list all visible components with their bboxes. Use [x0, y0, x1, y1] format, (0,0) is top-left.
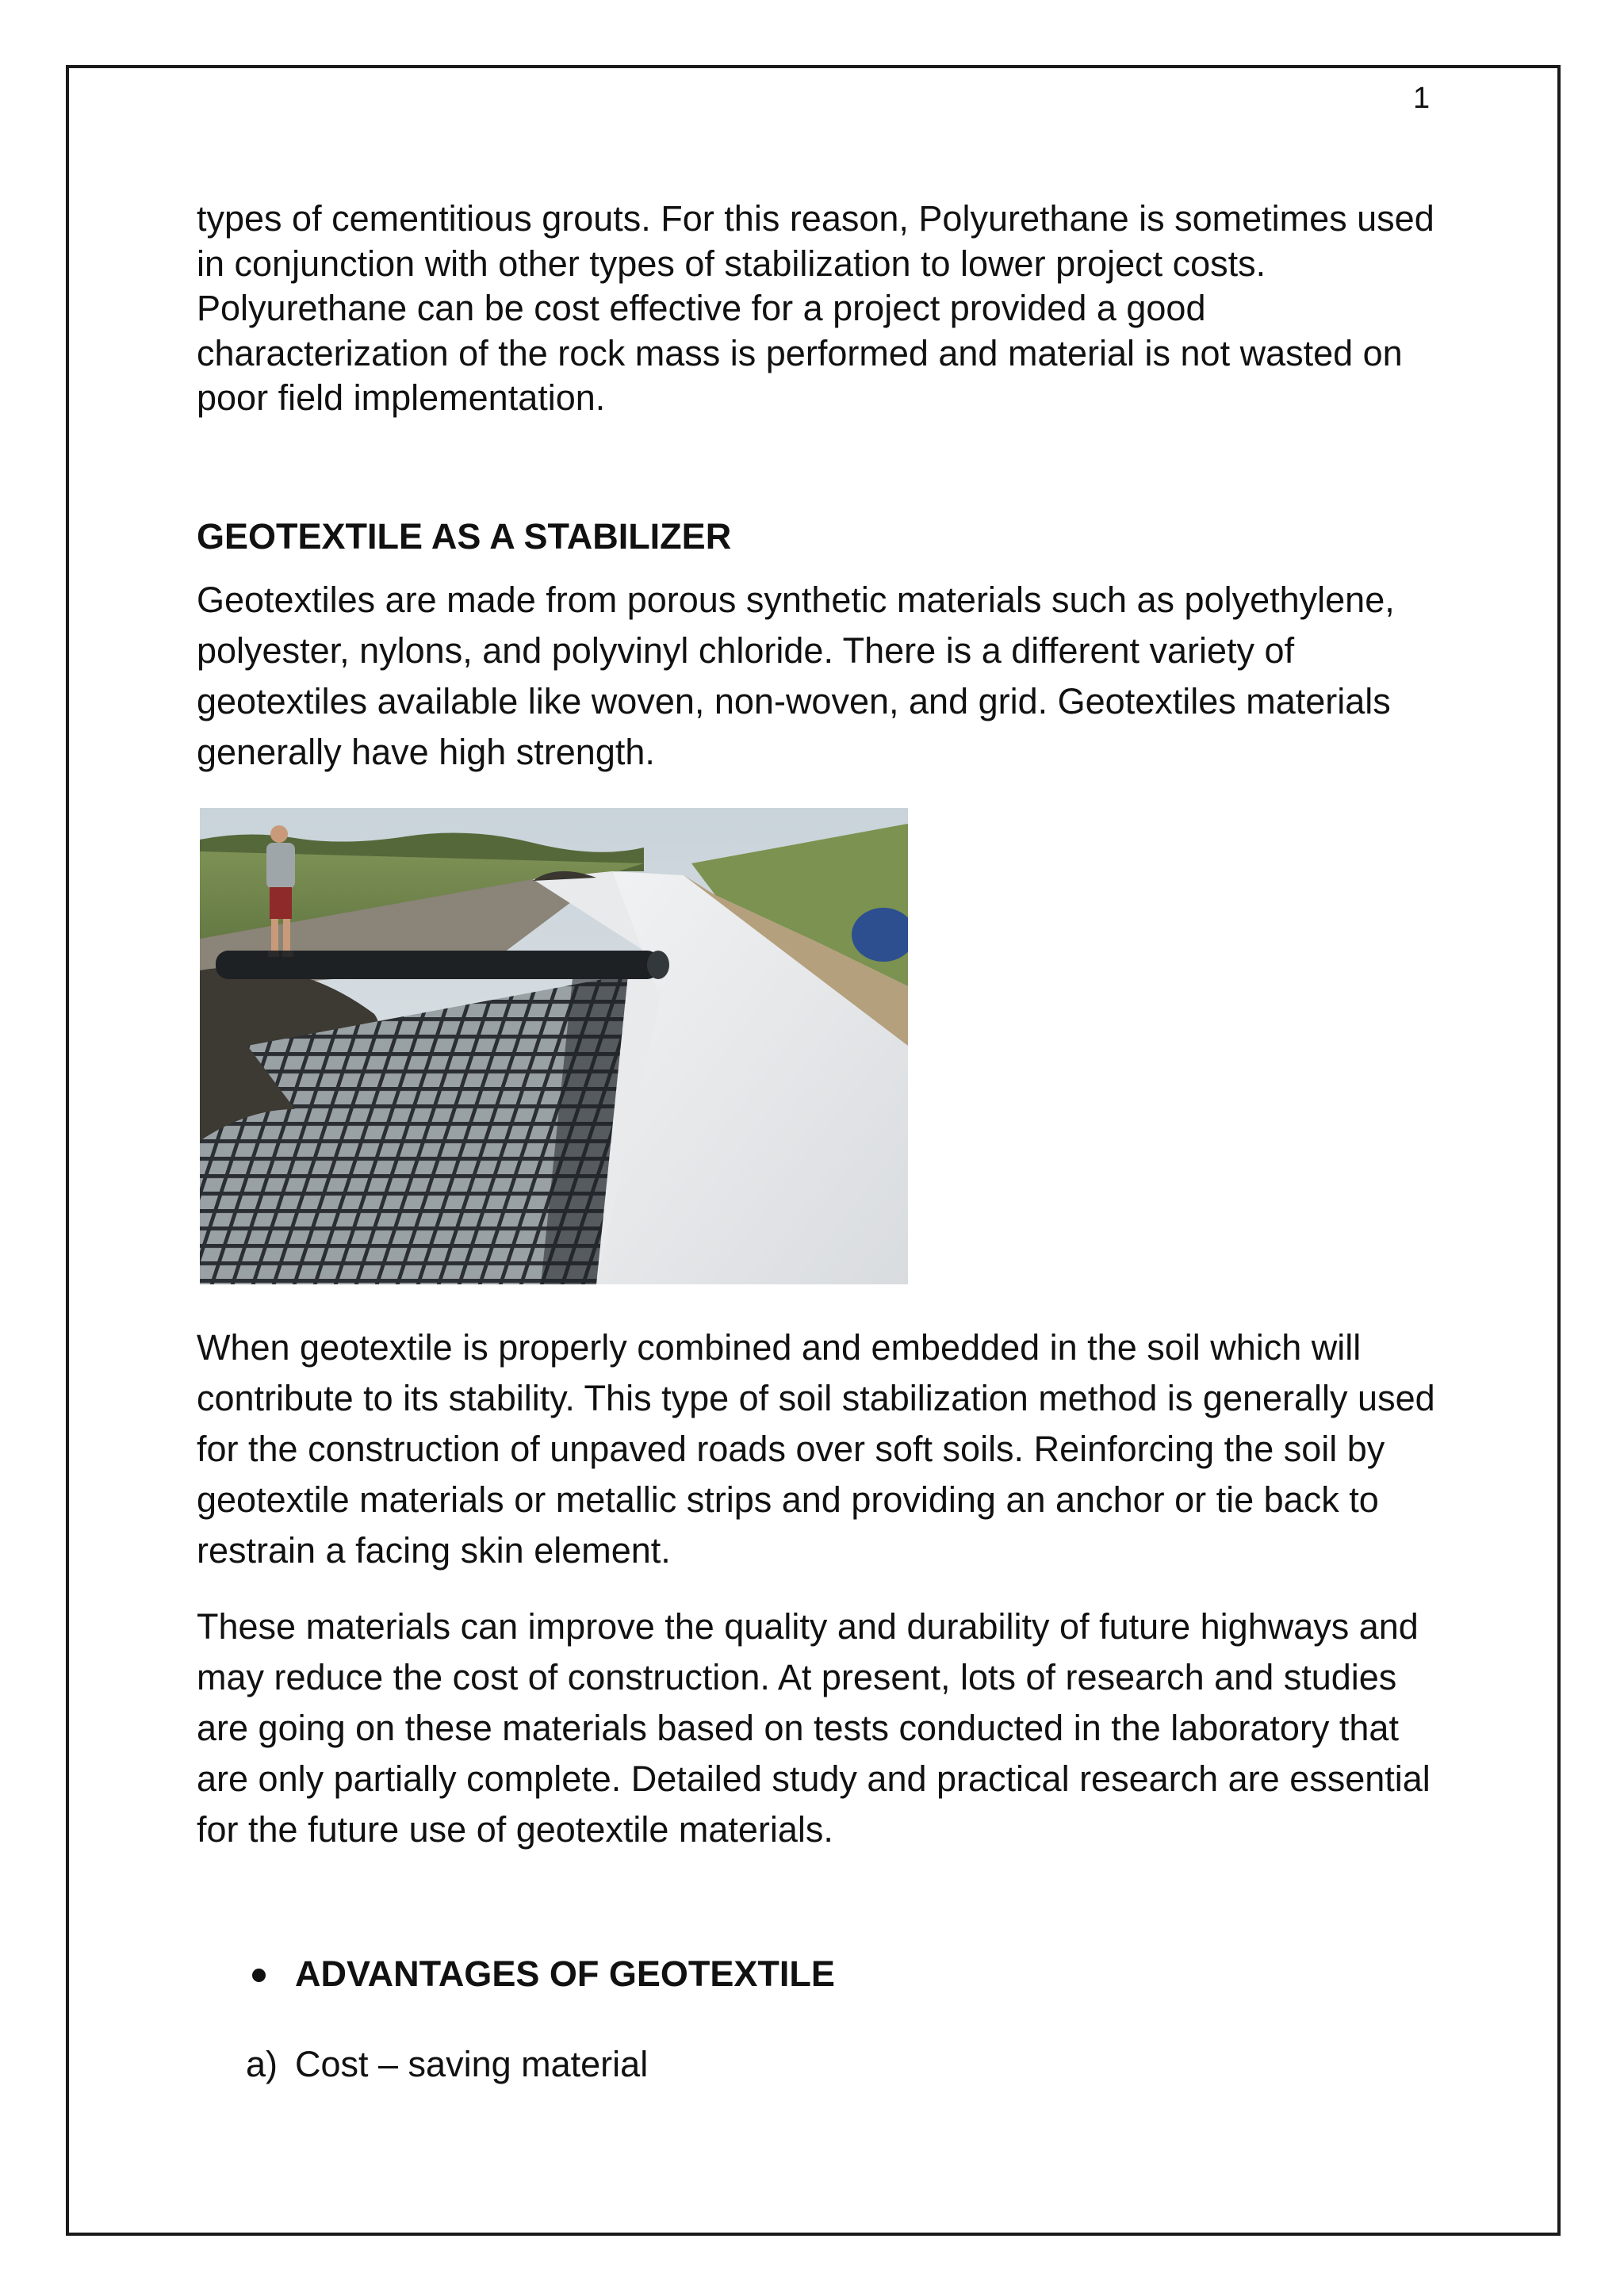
section-paragraph-3: These materials can improve the quality and durability of future highways and may reduce the cost of construction. At present, lots of research and studies are going on these materials based on tests conducted in the laboratory that are only partially complete. Detailed study and practical research are essential for the future use of geotextile materials.	[197, 1605, 1431, 1850]
list-item	[197, 2042, 1457, 2087]
section-paragraph-1: Geotextiles are made from porous synthetic materials such as polyethylene, polyester, nylons, and polyvinyl chloride. There is a different variety of geotextiles available like woven, non-woven, and grid. Geotextiles materials generally have high strength.	[197, 579, 1395, 772]
page-content	[197, 197, 1457, 2087]
geotextile-photo	[200, 808, 908, 1284]
advantages-heading	[197, 1952, 1457, 1996]
intro-paragraph: types of cementitious grouts. For this reason, Polyurethane is sometimes used in conjunction with other types of stabilization to lower project costs. Polyurethane can be cost effective for a project provided a good characterization of the rock mass is performed and material is not wasted on poor field implementation.	[197, 198, 1434, 418]
section-paragraph-2: When geotextile is properly combined and embedded in the soil which will contribute to its stability. This type of soil stabilization method is generally used for the construction of unpaved roads over soft soils. Reinforcing the soil by geotextile materials or metallic strips and providing an anchor or tie back to restrain a facing skin element.	[197, 1326, 1435, 1571]
section-heading: GEOTEXTILE AS A STABILIZER	[197, 515, 732, 557]
bullet-icon	[252, 1969, 266, 1982]
list-item-marker: a)	[246, 2043, 278, 2084]
list-item-text: Cost – saving material	[295, 2043, 649, 2084]
page-number: 1	[1413, 82, 1431, 115]
advantages-heading-text: ADVANTAGES OF GEOTEXTILE	[295, 1953, 835, 1994]
